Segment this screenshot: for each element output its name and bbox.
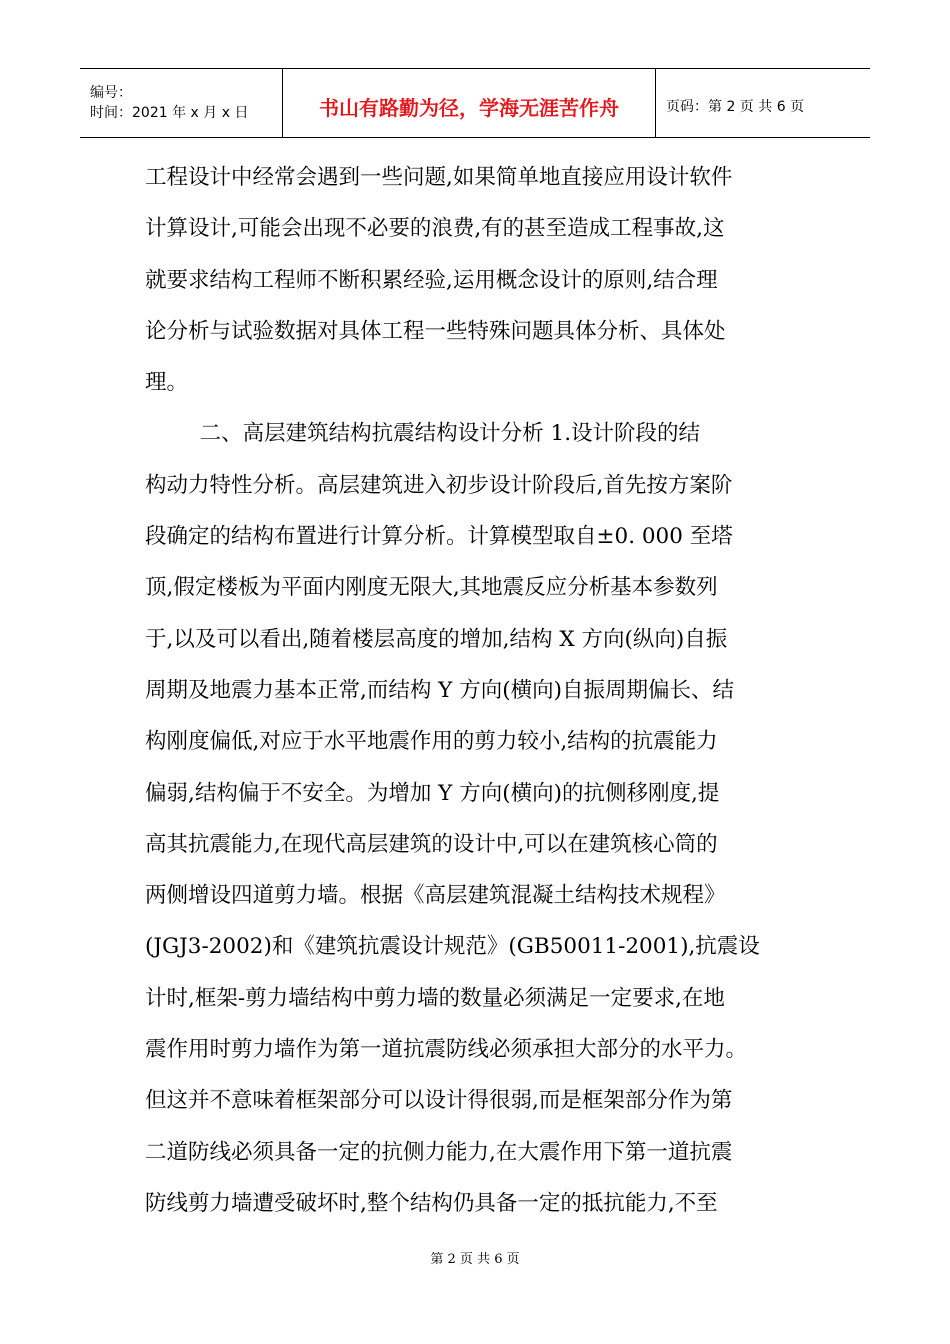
- body-line: 两侧增设四道剪力墙。根据《高层建筑混凝土结构技术规程》: [145, 883, 726, 909]
- body-line: 构刚度偏低,对应于水平地震作用的剪力较小,结构的抗震能力: [145, 729, 718, 755]
- document-body: [145, 152, 815, 1229]
- body-line: 工程设计中经常会遇到一些问题,如果简单地直接应用设计软件: [145, 165, 733, 190]
- body-line: 构动力特性分析。高层建筑进入初步设计阶段后,首先按方案阶: [145, 472, 733, 498]
- body-line: 震作用时剪力墙作为第一道抗震防线必须承担大部分的水平力。: [145, 1037, 748, 1063]
- body-line: 防线剪力墙遭受破坏时,整个结构仍具备一定的抵抗能力,不至: [145, 1190, 718, 1216]
- body-line: 二道防线必须具备一定的抗侧力能力,在大震作用下第一道抗震: [145, 1139, 733, 1165]
- body-line: 但这并不意味着框架部分可以设计得很弱,而是框架部分作为第: [145, 1088, 733, 1114]
- header-motto: 书山有路勤为径，学海无涯苦作舟: [283, 69, 656, 137]
- body-line: 计时,框架-剪力墙结构中剪力墙的数量必须满足一定要求,在地: [145, 985, 725, 1011]
- doc-date: 时间：2021 年 x 月 x 日: [90, 105, 249, 121]
- header-page-info: 页码：第 2 页 共 6 页: [666, 99, 805, 115]
- body-line: 段确定的结构布置进行计算分析。计算模型取自±0. 000 至塔: [145, 524, 733, 550]
- body-line: 于,以及可以看出,随着楼层高度的增加,结构 X 方向(纵向)自振: [145, 626, 728, 652]
- body-line: 论分析与试验数据对具体工程一些特殊问题具体分析、具体处: [145, 318, 726, 344]
- doc-number-label: 编号：: [90, 85, 132, 101]
- body-line: 高其抗震能力,在现代高层建筑的设计中,可以在建筑核心筒的: [145, 831, 718, 857]
- page-footer: 第 2 页 共 6 页: [430, 1252, 520, 1267]
- header-meta: [80, 69, 283, 137]
- body-line: 就要求结构工程师不断积累经验,运用概念设计的原则,结合理: [145, 267, 718, 293]
- body-line: 周期及地震力基本正常,而结构 Y 方向(横向)自振周期偏长、结: [145, 677, 734, 703]
- body-line: 二、高层建筑结构抗震结构设计分析 1.设计阶段的结: [145, 421, 701, 447]
- body-line: 计算设计,可能会出现不必要的浪费,有的甚至造成工程事故,这: [145, 216, 725, 242]
- body-line: 理。: [145, 370, 189, 396]
- page-header: [80, 68, 870, 138]
- body-line: 偏弱,结构偏于不安全。为增加 Y 方向(横向)的抗侧移刚度,提: [145, 780, 720, 806]
- body-line: 顶,假定楼板为平面内刚度无限大,其地震反应分析基本参数列: [145, 575, 718, 601]
- body-line: (JGJ3-2002)和《建筑抗震设计规范》(GB50011-2001),抗震设: [145, 934, 760, 960]
